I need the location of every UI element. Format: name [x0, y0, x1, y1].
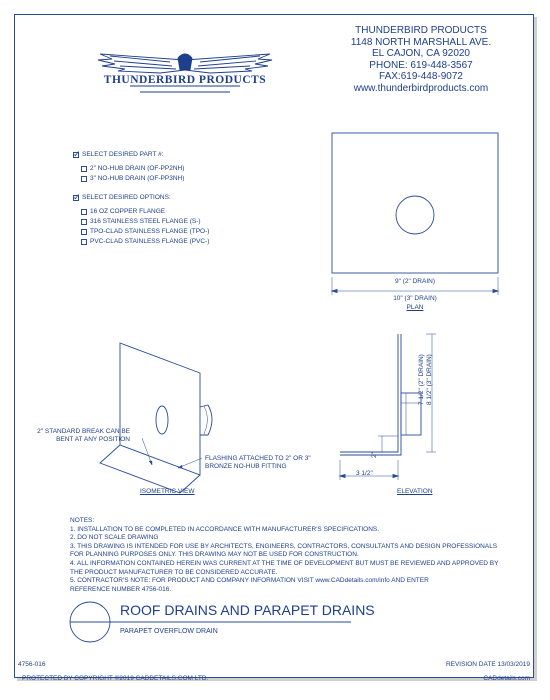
thunderbird-logo: [90, 48, 280, 100]
elevation-label: ELEVATION: [397, 488, 433, 495]
callout-break-line-2: BENT AT ANY POSITION: [56, 436, 130, 443]
note-line: 2. DO NOT SCALE DRAWING: [70, 534, 159, 542]
company-info: [326, 25, 516, 94]
eagle-wings-icon: [98, 54, 272, 92]
option-pvc: PVC-CLAD STAINLESS FLANGE (PVC-): [90, 238, 210, 245]
elevation-dim-break: 2": [371, 452, 378, 458]
plan-label: PLAN: [406, 304, 424, 311]
callout-break-line-1: 2" STANDARD BREAK CAN BE: [37, 428, 130, 435]
part-select-checkbox[interactable]: [73, 152, 79, 158]
part-option-checkbox-2in[interactable]: [81, 166, 87, 172]
elevation-view-drawing: [330, 330, 480, 490]
note-line: 4. ALL INFORMATION CONTAINED HEREIN WAS CURRENT AT THE TIME OF DEVELOPMENT BUT MUST BE REVIEWED AND APPROVED BY: [70, 559, 499, 567]
options-select-checkbox[interactable]: [73, 195, 79, 201]
option-checkbox-pvc[interactable]: [81, 239, 87, 245]
notes-heading: NOTES:: [70, 517, 95, 524]
option-stainless: 316 STAINLESS STEEL FLANGE (S-): [90, 218, 201, 225]
company-phone: PHONE: 619-448-3567: [369, 59, 473, 71]
option-checkbox-stainless[interactable]: [81, 219, 87, 225]
note-line: 5. CONTRACTOR'S NOTE: FOR PRODUCT AND COMPANY INFORMATION VISIT www.CADdetails.com/info AND ENTER: [70, 577, 429, 585]
part-option-checkbox-3in[interactable]: [81, 176, 87, 182]
note-line: FOR PLANNING PURPOSES ONLY. THIS DRAWING MAY NOT BE USED FOR CONSTRUCTION.: [70, 551, 359, 559]
callout-flashing-line-1: FLASHING ATTACHED TO 2" OR 3": [205, 455, 311, 462]
plan-dim-3in: 10" (3" DRAIN): [393, 295, 437, 302]
caddetails-brand[interactable]: CADdetails.com: [483, 675, 530, 682]
logo-text: THUNDERBIRD PRODUCTS: [103, 74, 267, 86]
option-checkbox-tpo[interactable]: [81, 229, 87, 235]
option-checkbox-copper[interactable]: [81, 209, 87, 215]
notes-section: [70, 517, 498, 594]
isometric-label: ISOMETRIC VIEW: [140, 488, 195, 495]
part-option-3in: 3" NO-HUB DRAIN (OF-PP3NH): [90, 175, 185, 182]
part-option-2in: 2" NO-HUB DRAIN (OF-PP2NH): [90, 165, 185, 172]
note-line: THE PRODUCT MANUFACTURER TO BE CONSIDERED ACCURATE.: [70, 568, 278, 576]
callout-flashing-line-2: BRONZE NO-HUB FITTING: [205, 463, 287, 470]
option-tpo: TPO-CLAD STAINLESS FLANGE (TPO-): [90, 228, 210, 235]
elevation-dim-2in: 7 1/2" (2" DRAIN): [418, 354, 425, 405]
reference-number: 4756-016: [18, 661, 46, 668]
isometric-view-drawing: [90, 335, 260, 495]
company-website[interactable]: www.thunderbirdproducts.com: [353, 82, 489, 94]
revision-date: REVISION DATE 13/03/2019: [445, 661, 530, 668]
part-select-heading: SELECT DESIRED PART #:: [82, 151, 164, 158]
drawing-title: ROOF DRAINS AND PARAPET DRAINS: [120, 602, 375, 618]
elevation-dim-3in: 8 1/2" (3" DRAIN): [426, 354, 433, 405]
options-select-heading: SELECT DESIRED OPTIONS:: [82, 194, 171, 201]
company-address: 1148 NORTH MARSHALL AVE.: [350, 36, 492, 48]
copyright: PROTECTED BY COPYRIGHT ©2019 CADDETAILS.COM LTD.: [22, 675, 209, 682]
plan-view-drawing: [320, 125, 510, 315]
company-fax: FAX:619-448-9072: [379, 71, 463, 82]
company-city: EL CAJON, CA 92020: [371, 48, 470, 59]
drawing-subtitle: PARAPET OVERFLOW DRAIN: [120, 628, 218, 635]
plan-dim-2in: 9" (2" DRAIN): [394, 278, 435, 285]
elevation-dim-width: 3 1/2": [356, 470, 373, 477]
note-line: 1. INSTALLATION TO BE COMPLETED IN ACCORDANCE WITH MANUFACTURER'S SPECIFICATIONS.: [70, 525, 380, 533]
note-line: 3. THIS DRAWING IS INTENDED FOR USE BY ARCHITECTS, ENGINEERS, CONTRACTORS, CONSULTANTS AND DESIGN PROFESSIONALS: [70, 542, 498, 550]
company-name: THUNDERBIRD PRODUCTS: [355, 25, 487, 36]
note-line: REFERENCE NUMBER 4756-016.: [70, 585, 172, 593]
option-copper: 16 OZ COPPER FLANGE: [90, 208, 166, 215]
